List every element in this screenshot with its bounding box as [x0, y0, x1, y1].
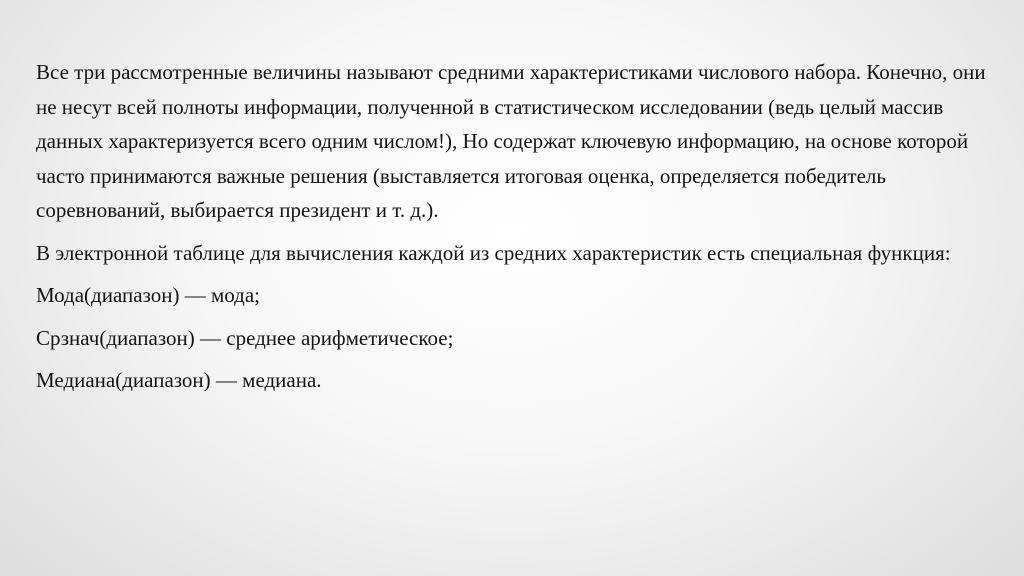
paragraph-mode-function: Мода(диапазон) — мода;: [36, 283, 260, 307]
paragraph-spreadsheet-functions: В электронной таблице для вычисления каждой из средних характеристик есть специальная функция:: [36, 240, 951, 265]
slide-body-text: [36, 55, 1001, 406]
paragraph-mean-function: Срзнач(диапазон) — среднее арифметическое;: [36, 325, 454, 350]
paragraph-averages-intro: Все три рассмотренные величины называют средними характеристиками числового набора. Конечно, они не несут всей полноты информации, полученной в статистическом исследовании (ведь целый массив данных характеризуется всего одним числом!), Но содержат ключевую информацию, на основе которой часто принимаются важные решения (выставляется итоговая оценка, определяется победитель соревнований, выбирается президент и т. д.).: [36, 60, 986, 222]
paragraph-median-function: Медиана(диапазон) — медиана.: [36, 368, 322, 392]
